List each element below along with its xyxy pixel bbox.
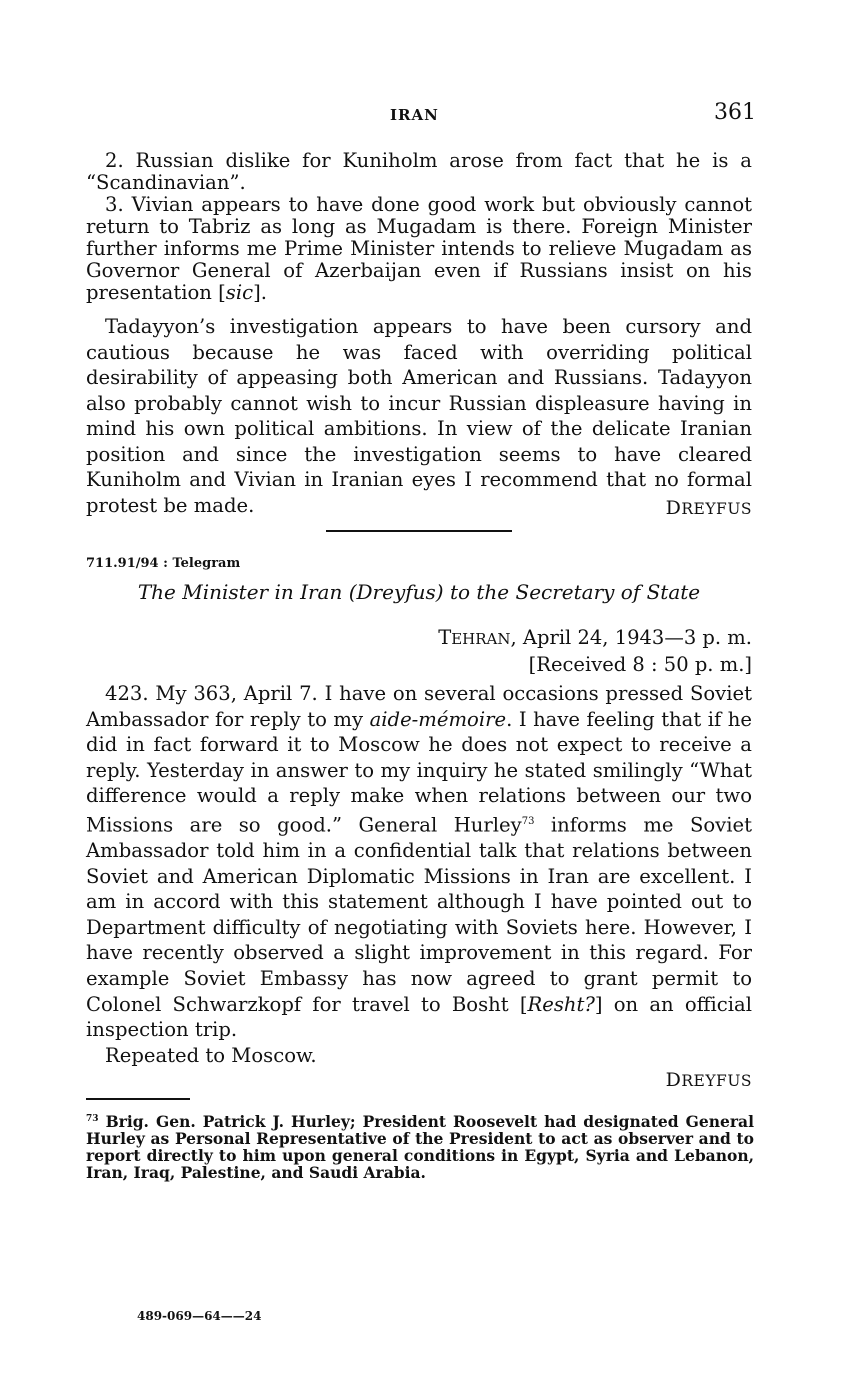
signature-1: DREYFUS (665, 497, 752, 519)
file-id: 711.91/94 : Telegram (86, 556, 241, 571)
closing-paragraph: Tadayyon’s investigation appears to have been cursory and cautious because he was faced with overriding political desirability of appeasing both American and Russians. Tadayyon also probably cannot wish to incur Russian displeasure having in mind his own political ambitions. In view of the delicate Iranian position and since the investigation seems to have cleared Kuniholm and Vivian in Iranian eyes I recommend that no formal protest be made. (86, 315, 752, 517)
footnote-rule (86, 1098, 190, 1100)
page-number: 361 (714, 100, 756, 125)
footnote-marker: 73 (86, 1114, 99, 1124)
resht-note: Resht? (527, 992, 595, 1016)
document-title: The Minister in Iran (Dreyfus) to the Secretary of State (137, 580, 701, 604)
dateline-place: TEHRAN, April 24, 1943—3 p. m. (438, 626, 752, 649)
section-divider (326, 530, 512, 532)
running-header: IRAN (390, 106, 439, 124)
first-document-body (86, 150, 752, 304)
footnote-reference: 73 (521, 815, 535, 827)
footnote (86, 1111, 754, 1181)
item-2: 2. Russian dislike for Kuniholm arose from fact that he is a “Scandinavian”. (86, 149, 752, 194)
dateline (438, 625, 752, 678)
received-time: [Received 8 : 50 p. m.] (528, 653, 752, 676)
print-code: 489-069—64——24 (137, 1309, 262, 1323)
repeated-line: Repeated to Moscow. (105, 1043, 317, 1067)
item-3: 3. Vivian appears to have done good work but obviously cannot return to Tabriz as long as Mugadam is there. Foreign Minister further informs me Prime Minister intends to relieve Mugadam as Governor General of Azerbaijan even if Russians insist on his presentation [sic]. (86, 193, 752, 304)
aide-memoire-term: aide-mémoire (369, 707, 507, 731)
footnote-text: Brig. Gen. Patrick J. Hurley; President Roosevelt had designated General Hurley as Personal Representative of the President to act as observer and to report directly to him upon general conditions in Egypt, Syria and Lebanon, Iran, Iraq, Palestine, and Saudi Arabia. (86, 1112, 754, 1183)
telegram-body: 423. My 363, April 7. I have on several occasions pressed Soviet Ambassador for reply to my aide-mémoire. I have feeling that if he did in fact forward it to Moscow he does not expect to receive a reply. Yesterday in answer to my inquiry he stated smilingly “What difference would a reply make when relations between our two Missions are so good.” General Hurley$^{73}$ informs me Soviet Ambassador told him in a confidential talk that relations between Soviet and American Diplomatic Missions in Iran are excellent. I am in accord with this statement although I have pointed out to Department difficulty of negotiating with Soviets here. However, I have recently observed a slight improvement in this regard. For example Soviet Embassy has now agreed to grant permit to Colonel Schwarzkopf for travel to Bosht [Resht?] on an official inspection trip. Repeated to Moscow. (86, 682, 752, 1067)
signature-2: DREYFUS (665, 1069, 752, 1091)
sic-note: sic (225, 281, 254, 304)
